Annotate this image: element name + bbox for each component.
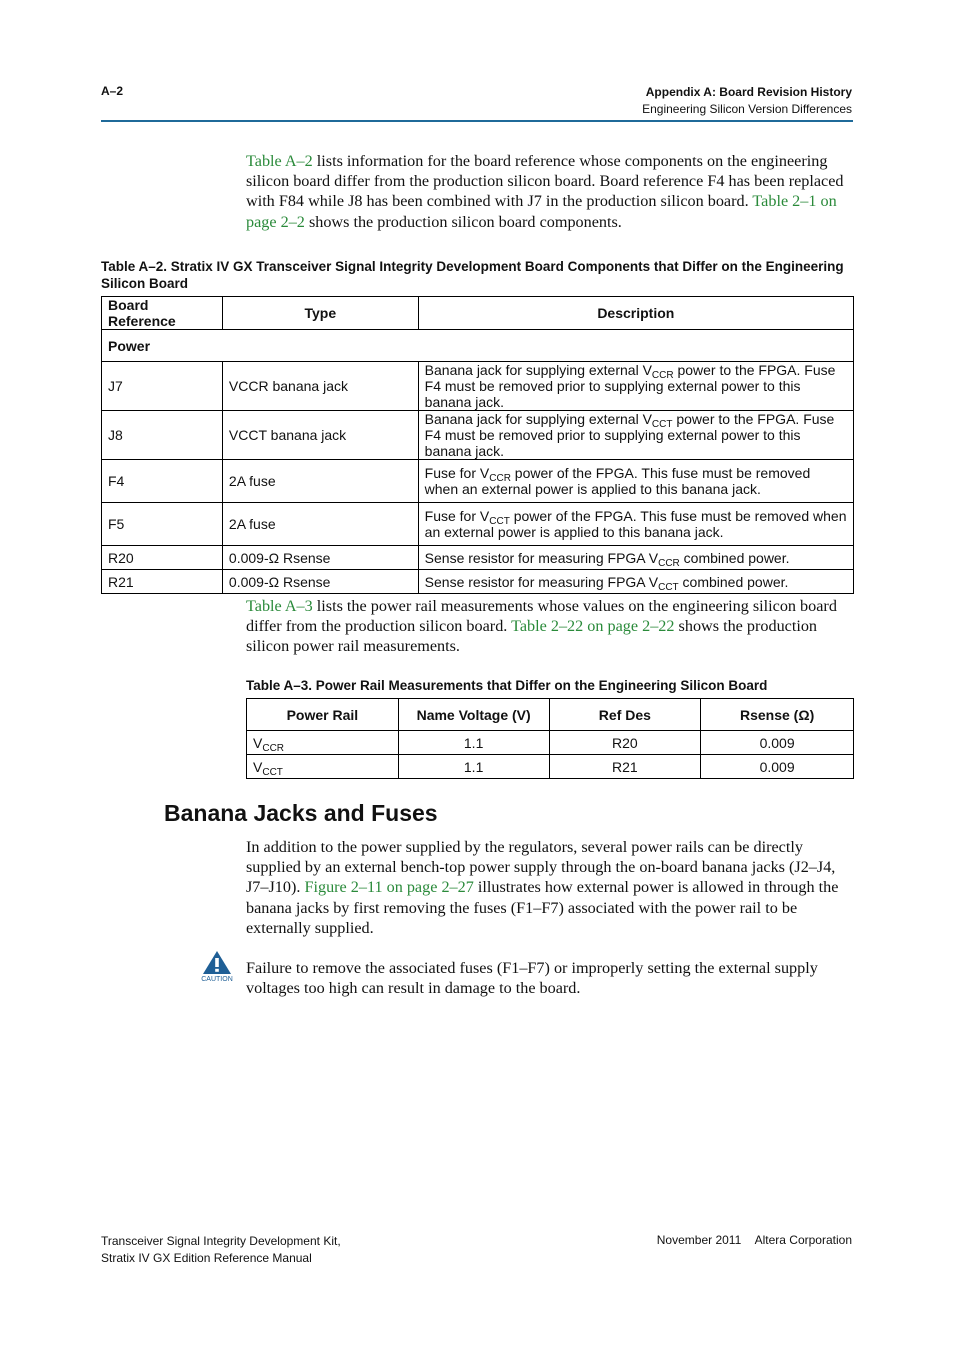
cell-description: Sense resistor for measuring FPGA $V_{CCR}$ combined power. [418,546,853,570]
link-table-2-1[interactable]: Table 2–1 on page 2–2 [246,192,837,231]
cell-type: 2A fuse [222,503,418,546]
cell-rsense: 0.009 [701,731,854,755]
para2-text-1: lists the power rail measurements whose values on the engineering silicon board differ from the production silicon board. [246,597,837,636]
cell-type: VCCT banana jack [222,411,418,460]
table-a3-header-rsense: Rsense (Ω) [701,699,854,731]
link-table-a2[interactable]: Table A–2 [246,152,313,170]
header-rule [101,120,853,122]
cell-refdes: R20 [549,731,701,755]
table-row [102,546,854,570]
table-a3-header-refdes: Ref Des [549,699,701,731]
banana-jacks-paragraph [246,837,854,938]
cell-description: Fuse for $V_{CCR}$ power of the FPGA. This fuse must be removed when an external power is applied to this banana jack. [418,460,853,503]
cell-ref: R20 [102,546,223,570]
section-heading: Banana Jacks and Fuses [164,800,438,826]
footer-date: November 2011 [656,1233,742,1247]
cell-ref: R21 [102,570,223,594]
link-figure-2-11[interactable]: Figure 2–11 on page 2–27 [304,878,474,897]
table-row [102,570,854,594]
footer-line-2: Stratix IV GX Edition Reference Manual [101,1251,312,1265]
cell-rail: $V_{CCR}$ [247,731,399,755]
section-text-2: illustrates how external power is allowed in through the banana jacks by first removing the fuses (F1–F7) associated with the power rail to be externally supplied. [246,878,839,937]
table-a2-caption: Table A–2. Stratix IV GX Transceiver Signal Integrity Development Board Components that Differ on the Engineering Silicon Board [101,259,844,291]
caution-icon [198,950,236,984]
table-a3-intro-paragraph [246,596,854,657]
cell-type: 0.009-Ω Rsense [222,570,418,594]
cell-voltage: 1.1 [398,755,549,779]
table-a2-header-desc: Description [418,297,853,330]
table-a3 [246,698,854,779]
footer-date-company [657,1233,852,1247]
table-a3-caption: Table A–3. Power Rail Measurements that Differ on the Engineering Silicon Board [246,678,768,693]
cell-ref: J7 [102,362,223,411]
caution-text: Failure to remove the associated fuses (F1–F7) or improperly setting the external supply voltages too high can result in damage to the board. [246,959,818,998]
intro-text-1: lists information for the board reference whose components on the engineering silicon board differ from the production silicon board. Board reference F4 has been replaced with F84 while J8 has been combined with J7 in the production silicon board. [246,152,844,211]
cell-description: Sense resistor for measuring FPGA $V_{CCT}$ combined power. [418,570,853,594]
cell-description: Banana jack for supplying external $V_{CCR}$ power to the FPGA. Fuse F4 must be removed prior to supplying external power to this banana jack. [418,362,853,411]
cell-refdes: R21 [549,755,701,779]
intro-text-2: shows the production silicon board components. [304,212,622,231]
running-header [642,84,852,118]
table-a3-header-voltage: Name Voltage (V) [398,699,549,731]
table-row [102,411,854,460]
cell-description: Fuse for $V_{CCT}$ power of the FPGA. This fuse must be removed when an external power is applied to this banana jack. [418,503,853,546]
table-row [102,362,854,411]
svg-text:CAUTION: CAUTION [201,976,233,983]
table-a3-header-rail: Power Rail [247,699,399,731]
table-a2-header-ref: Board Reference [102,297,223,330]
table-a2 [101,296,854,594]
cell-type: 0.009-Ω Rsense [222,546,418,570]
link-table-a3[interactable]: Table A–3 [246,597,313,615]
footer-manual-title [101,1233,341,1267]
section-title: Engineering Silicon Version Differences [642,102,852,116]
table-row [102,503,854,546]
cell-rail: $V_{CCT}$ [247,755,399,779]
intro-paragraph [246,151,854,232]
page-number: A–2 [101,84,124,98]
cell-ref: F5 [102,503,223,546]
table-a2-group-power: Power [102,330,854,362]
cell-type: VCCR banana jack [222,362,418,411]
link-table-2-22[interactable]: Table 2–22 on page 2–22 [511,617,675,636]
cell-description: Banana jack for supplying external $V_{CCT}$ power to the FPGA. Fuse F4 must be removed prior to supplying external power to this banana jack. [418,411,853,460]
footer-line-1: Transceiver Signal Integrity Development Kit, [101,1234,341,1248]
cell-type: 2A fuse [222,460,418,503]
chapter-title: Appendix A: Board Revision History [645,85,852,99]
table-row [247,731,854,755]
cell-voltage: 1.1 [398,731,549,755]
section-text-1: In addition to the power supplied by the regulators, several power rails can be directly supplied by an external bench-top power supply through the on-board banana jacks (J2–J4, J7–J10). [246,838,836,897]
table-row [247,755,854,779]
table-a2-header-type: Type [222,297,418,330]
para2-text-2: shows the production silicon power rail measurements. [246,617,818,656]
cell-ref: J8 [102,411,223,460]
table-row [102,460,854,503]
footer-company: Altera Corporation [754,1233,852,1247]
cell-rsense: 0.009 [701,755,854,779]
cell-ref: F4 [102,460,223,503]
